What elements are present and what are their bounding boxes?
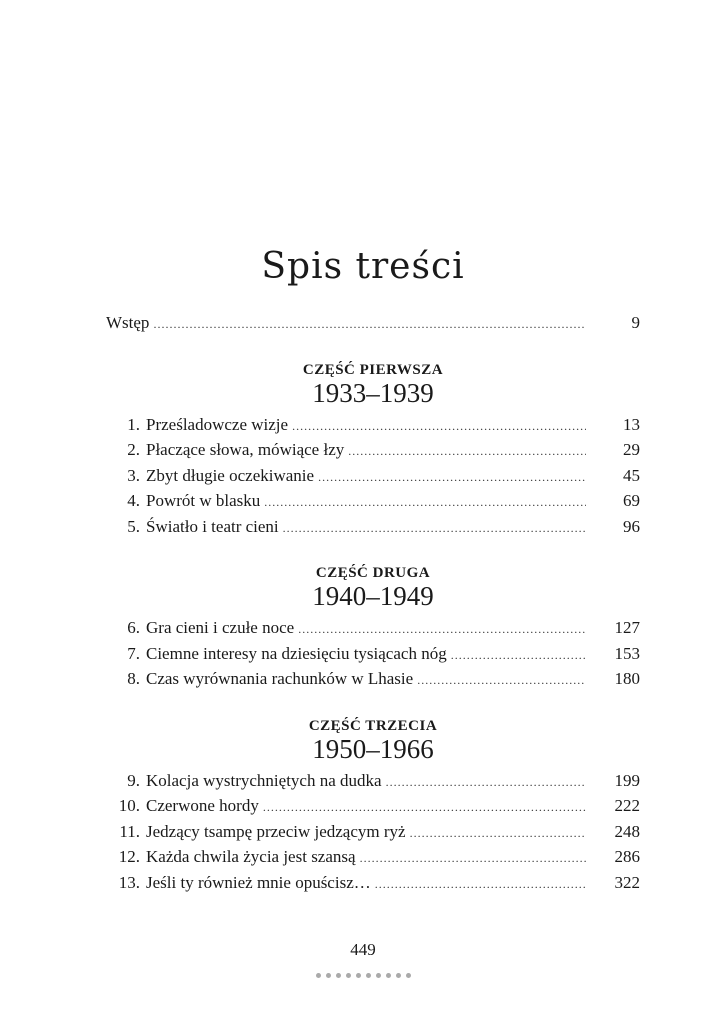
toc-entry xyxy=(106,412,640,438)
dot-icon xyxy=(336,973,341,978)
toc-entry xyxy=(106,819,640,845)
chapter-number: 8. xyxy=(127,669,140,688)
dot-icon xyxy=(346,973,351,978)
toc-entry-page: 153 xyxy=(614,643,640,663)
dot-icon xyxy=(386,973,391,978)
toc-entry-label: Powrót w blasku xyxy=(146,491,261,510)
part-years: 1933–1939 xyxy=(312,377,434,408)
dot-icon xyxy=(376,973,381,978)
toc-entry xyxy=(106,844,640,870)
dot-leader xyxy=(318,465,586,491)
toc-entry-page: 9 xyxy=(631,313,640,332)
part-heading xyxy=(106,716,640,766)
toc-entry xyxy=(106,870,640,896)
dot-leader xyxy=(153,312,586,338)
dot-leader xyxy=(292,414,586,440)
toc-entry xyxy=(106,463,640,489)
chapter-number: 13. xyxy=(118,872,140,892)
dot-leader xyxy=(375,872,586,898)
toc-entry-page: 322 xyxy=(614,872,640,892)
dot-icon xyxy=(366,973,371,978)
toc-entry-page: 13 xyxy=(623,414,640,434)
toc-entry-page: 180 xyxy=(614,669,640,688)
chapter-number: 11. xyxy=(119,821,140,841)
chapter-number: 1. xyxy=(127,414,140,434)
toc-entry-label: Czerwone hordy xyxy=(146,796,259,815)
toc-entry-label: Płaczące słowa, mówiące łzy xyxy=(146,440,345,459)
toc-entry-page: 29 xyxy=(623,440,640,459)
part-heading xyxy=(106,360,640,410)
toc-entry xyxy=(106,793,640,819)
chapter-number: 3. xyxy=(127,465,140,485)
chapter-number: 6. xyxy=(127,618,140,637)
part-name: CZĘŚĆ TRZECIA xyxy=(308,717,438,734)
toc-entry-label: Prześladowcze wizje xyxy=(146,414,289,434)
toc-entry-label: Światło i teatr cieni xyxy=(146,516,279,536)
chapter-number: 4. xyxy=(127,491,140,510)
toc-entry-page: 248 xyxy=(614,821,640,841)
chapter-number: 12. xyxy=(118,847,140,866)
toc-entry-label: Gra cieni i czułe noce xyxy=(146,618,295,637)
dot-leader xyxy=(263,795,586,821)
toc-entry-label: Zbyt długie oczekiwanie xyxy=(146,465,315,485)
table-of-contents xyxy=(106,310,640,895)
toc-entry xyxy=(106,768,640,794)
part-name: CZĘŚĆ PIERWSZA xyxy=(302,361,444,378)
page-title: Spis treści xyxy=(261,246,465,288)
part-years: 1950–1966 xyxy=(312,733,434,764)
toc-entry-page: 69 xyxy=(623,491,640,510)
decorative-dots xyxy=(0,965,726,983)
toc-entry-page: 96 xyxy=(623,516,640,536)
dot-leader xyxy=(298,617,586,643)
dot-leader xyxy=(348,439,586,465)
toc-entry-label: Kolacja wystrychniętych na dudka xyxy=(146,770,382,790)
dot-icon xyxy=(356,973,361,978)
chapter-number: 7. xyxy=(127,643,140,663)
toc-entry-page: 45 xyxy=(623,465,640,485)
chapter-number: 10. xyxy=(118,796,140,815)
toc-entry xyxy=(106,666,640,692)
dot-icon xyxy=(316,973,321,978)
dot-leader xyxy=(417,668,586,694)
toc-entry xyxy=(106,514,640,540)
toc-entry xyxy=(106,437,640,463)
part-years: 1940–1949 xyxy=(312,581,434,611)
toc-entry xyxy=(106,488,640,514)
dot-icon xyxy=(326,973,331,978)
dot-leader xyxy=(283,516,586,542)
dot-leader xyxy=(410,821,586,847)
part-name: CZĘŚĆ DRUGA xyxy=(315,565,431,581)
dot-leader xyxy=(451,643,586,669)
toc-entry-label: Wstęp xyxy=(106,313,150,332)
toc-entry-intro xyxy=(106,310,640,336)
toc-entry-page: 199 xyxy=(614,770,640,790)
part-heading xyxy=(106,563,640,613)
toc-entry-page: 127 xyxy=(614,618,640,637)
toc-entry-page: 222 xyxy=(614,796,640,815)
dot-icon xyxy=(396,973,401,978)
toc-entry-label: Jedzący tsampę przeciw jedzącym ryż xyxy=(146,821,406,841)
chapter-number: 9. xyxy=(127,770,140,790)
page-number: 449 xyxy=(350,940,376,959)
dot-icon xyxy=(406,973,411,978)
dot-leader xyxy=(264,490,586,516)
toc-entry-label: Ciemne interesy na dziesięciu tysiącach nóg xyxy=(146,643,447,663)
toc-entry-label: Czas wyrównania rachunków w Lhasie xyxy=(146,669,414,688)
dot-leader xyxy=(386,770,586,796)
toc-entry-page: 286 xyxy=(614,847,640,866)
toc-entry-label: Każda chwila życia jest szansą xyxy=(146,847,356,866)
chapter-number: 5. xyxy=(127,516,140,536)
dot-leader xyxy=(360,846,586,872)
toc-entry xyxy=(106,641,640,667)
toc-entry xyxy=(106,615,640,641)
toc-entry-label: Jeśli ty również mnie opuścisz… xyxy=(146,872,371,892)
chapter-number: 2. xyxy=(127,440,140,459)
